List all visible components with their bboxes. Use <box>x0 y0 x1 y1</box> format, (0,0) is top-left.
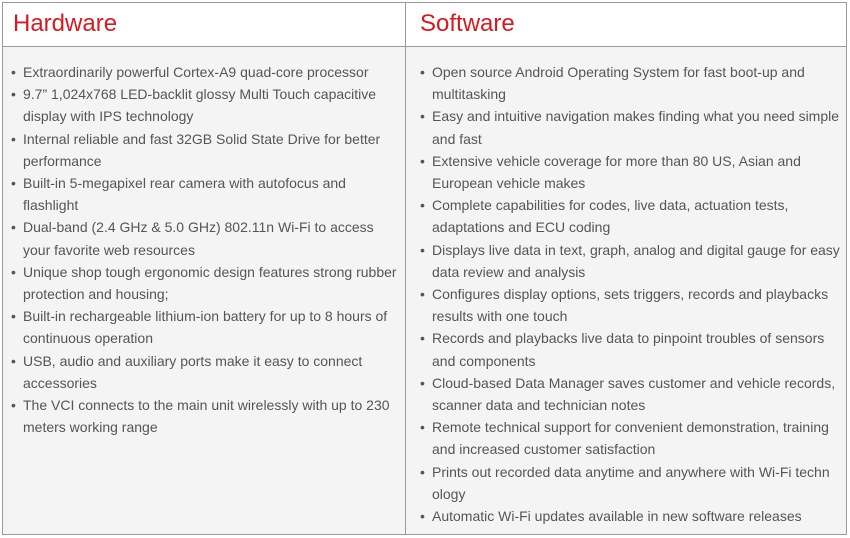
software-column <box>406 3 846 534</box>
feature-text: Complete capabilities for codes, live data, actuation tests, adaptations and ECU coding <box>432 197 789 236</box>
bullet-icon: • <box>420 508 425 525</box>
bullet-icon: • <box>11 64 16 80</box>
feature-item <box>11 350 399 394</box>
feature-text: Internal reliable and fast 32GB Solid State Drive for better performance <box>23 130 381 169</box>
bullet-icon: • <box>420 374 425 391</box>
bullet-icon: • <box>11 263 16 280</box>
bullet-icon: • <box>11 308 16 325</box>
bullet-icon: • <box>420 64 425 80</box>
bullet-icon: • <box>11 175 16 192</box>
feature-text: Cloud-based Data Manager saves customer and vehicle records, scanner data and technician notes <box>432 374 836 414</box>
feature-text: Easy and intuitive navigation makes finding what you need simple and fast <box>432 108 840 147</box>
hardware-column <box>3 3 405 534</box>
feature-text: Extensive vehicle coverage for more than 80 US, Asian and European vehicle makes <box>432 152 801 192</box>
bullet-icon: • <box>11 219 16 236</box>
feature-text: Built-in 5-megapixel rear camera with autofocus and flashlight <box>23 175 346 214</box>
feature-item <box>420 150 840 194</box>
bullet-icon: • <box>420 152 425 169</box>
bullet-icon: • <box>420 419 425 436</box>
bullet-icon: • <box>11 397 16 414</box>
bullet-icon: • <box>420 108 425 125</box>
feature-item <box>420 372 840 416</box>
bullet-icon: • <box>11 352 16 369</box>
header-divider <box>3 46 846 47</box>
feature-item <box>420 416 840 460</box>
feature-item <box>420 283 840 327</box>
bullet-icon: • <box>420 286 425 303</box>
feature-item <box>420 461 840 505</box>
feature-text: Unique shop tough ergonomic design features strong rubber protection and housing; <box>23 263 397 303</box>
feature-text: Dual-band (2.4 GHz & 5.0 GHz) 802.11n Wi-Fi to access your favorite web resources <box>23 219 374 258</box>
feature-item <box>11 61 399 83</box>
feature-item <box>420 505 840 527</box>
feature-text: Configures display options, sets triggers, records and playbacks results with one touch <box>432 286 829 325</box>
feature-text: USB, audio and auxiliary ports make it easy to connect accessories <box>23 352 363 391</box>
bullet-icon: • <box>420 197 425 214</box>
feature-text: Prints out recorded data anytime and anywhere with Wi-Fi techn ology <box>432 463 830 502</box>
feature-item <box>420 194 840 238</box>
feature-text: 9.7” 1,024x768 LED-backlit glossy Multi Touch capacitive display with IPS technology <box>23 86 377 125</box>
software-heading: Software <box>420 10 515 37</box>
feature-item <box>420 327 840 371</box>
feature-item <box>11 83 399 127</box>
software-feature-list <box>420 61 840 527</box>
feature-item <box>420 61 840 105</box>
bullet-icon: • <box>420 463 425 480</box>
feature-item <box>11 305 399 349</box>
feature-text: Remote technical support for convenient demonstration, training and increased customer satisfaction <box>432 419 829 458</box>
hardware-feature-list <box>11 61 399 438</box>
feature-item <box>11 261 399 305</box>
feature-item <box>11 172 399 216</box>
feature-text: Automatic Wi-Fi updates available in new software releases <box>432 508 802 525</box>
feature-item <box>420 239 840 283</box>
bullet-icon: • <box>11 130 16 147</box>
feature-item <box>420 105 840 149</box>
hardware-heading: Hardware <box>13 10 118 37</box>
bullet-icon: • <box>420 241 425 258</box>
feature-item <box>11 128 399 172</box>
column-divider <box>405 3 406 534</box>
feature-item <box>11 394 399 438</box>
feature-item <box>11 216 399 260</box>
bullet-icon: • <box>11 86 16 103</box>
feature-text: Records and playbacks live data to pinpoint troubles of sensors and components <box>432 330 825 369</box>
feature-text: Built-in rechargeable lithium-ion battery for up to 8 hours of continuous operation <box>23 308 388 347</box>
feature-text: Open source Android Operating System for fast boot-up and multitasking <box>432 64 805 103</box>
feature-text: Displays live data in text, graph, analog and digital gauge for easy data review and analysis <box>432 241 840 280</box>
bullet-icon: • <box>420 330 425 347</box>
spec-comparison-table <box>2 2 847 535</box>
feature-text: Extraordinarily powerful Cortex-A9 quad-core processor <box>23 64 369 80</box>
feature-text: The VCI connects to the main unit wirelessly with up to 230 meters working range <box>23 397 390 436</box>
